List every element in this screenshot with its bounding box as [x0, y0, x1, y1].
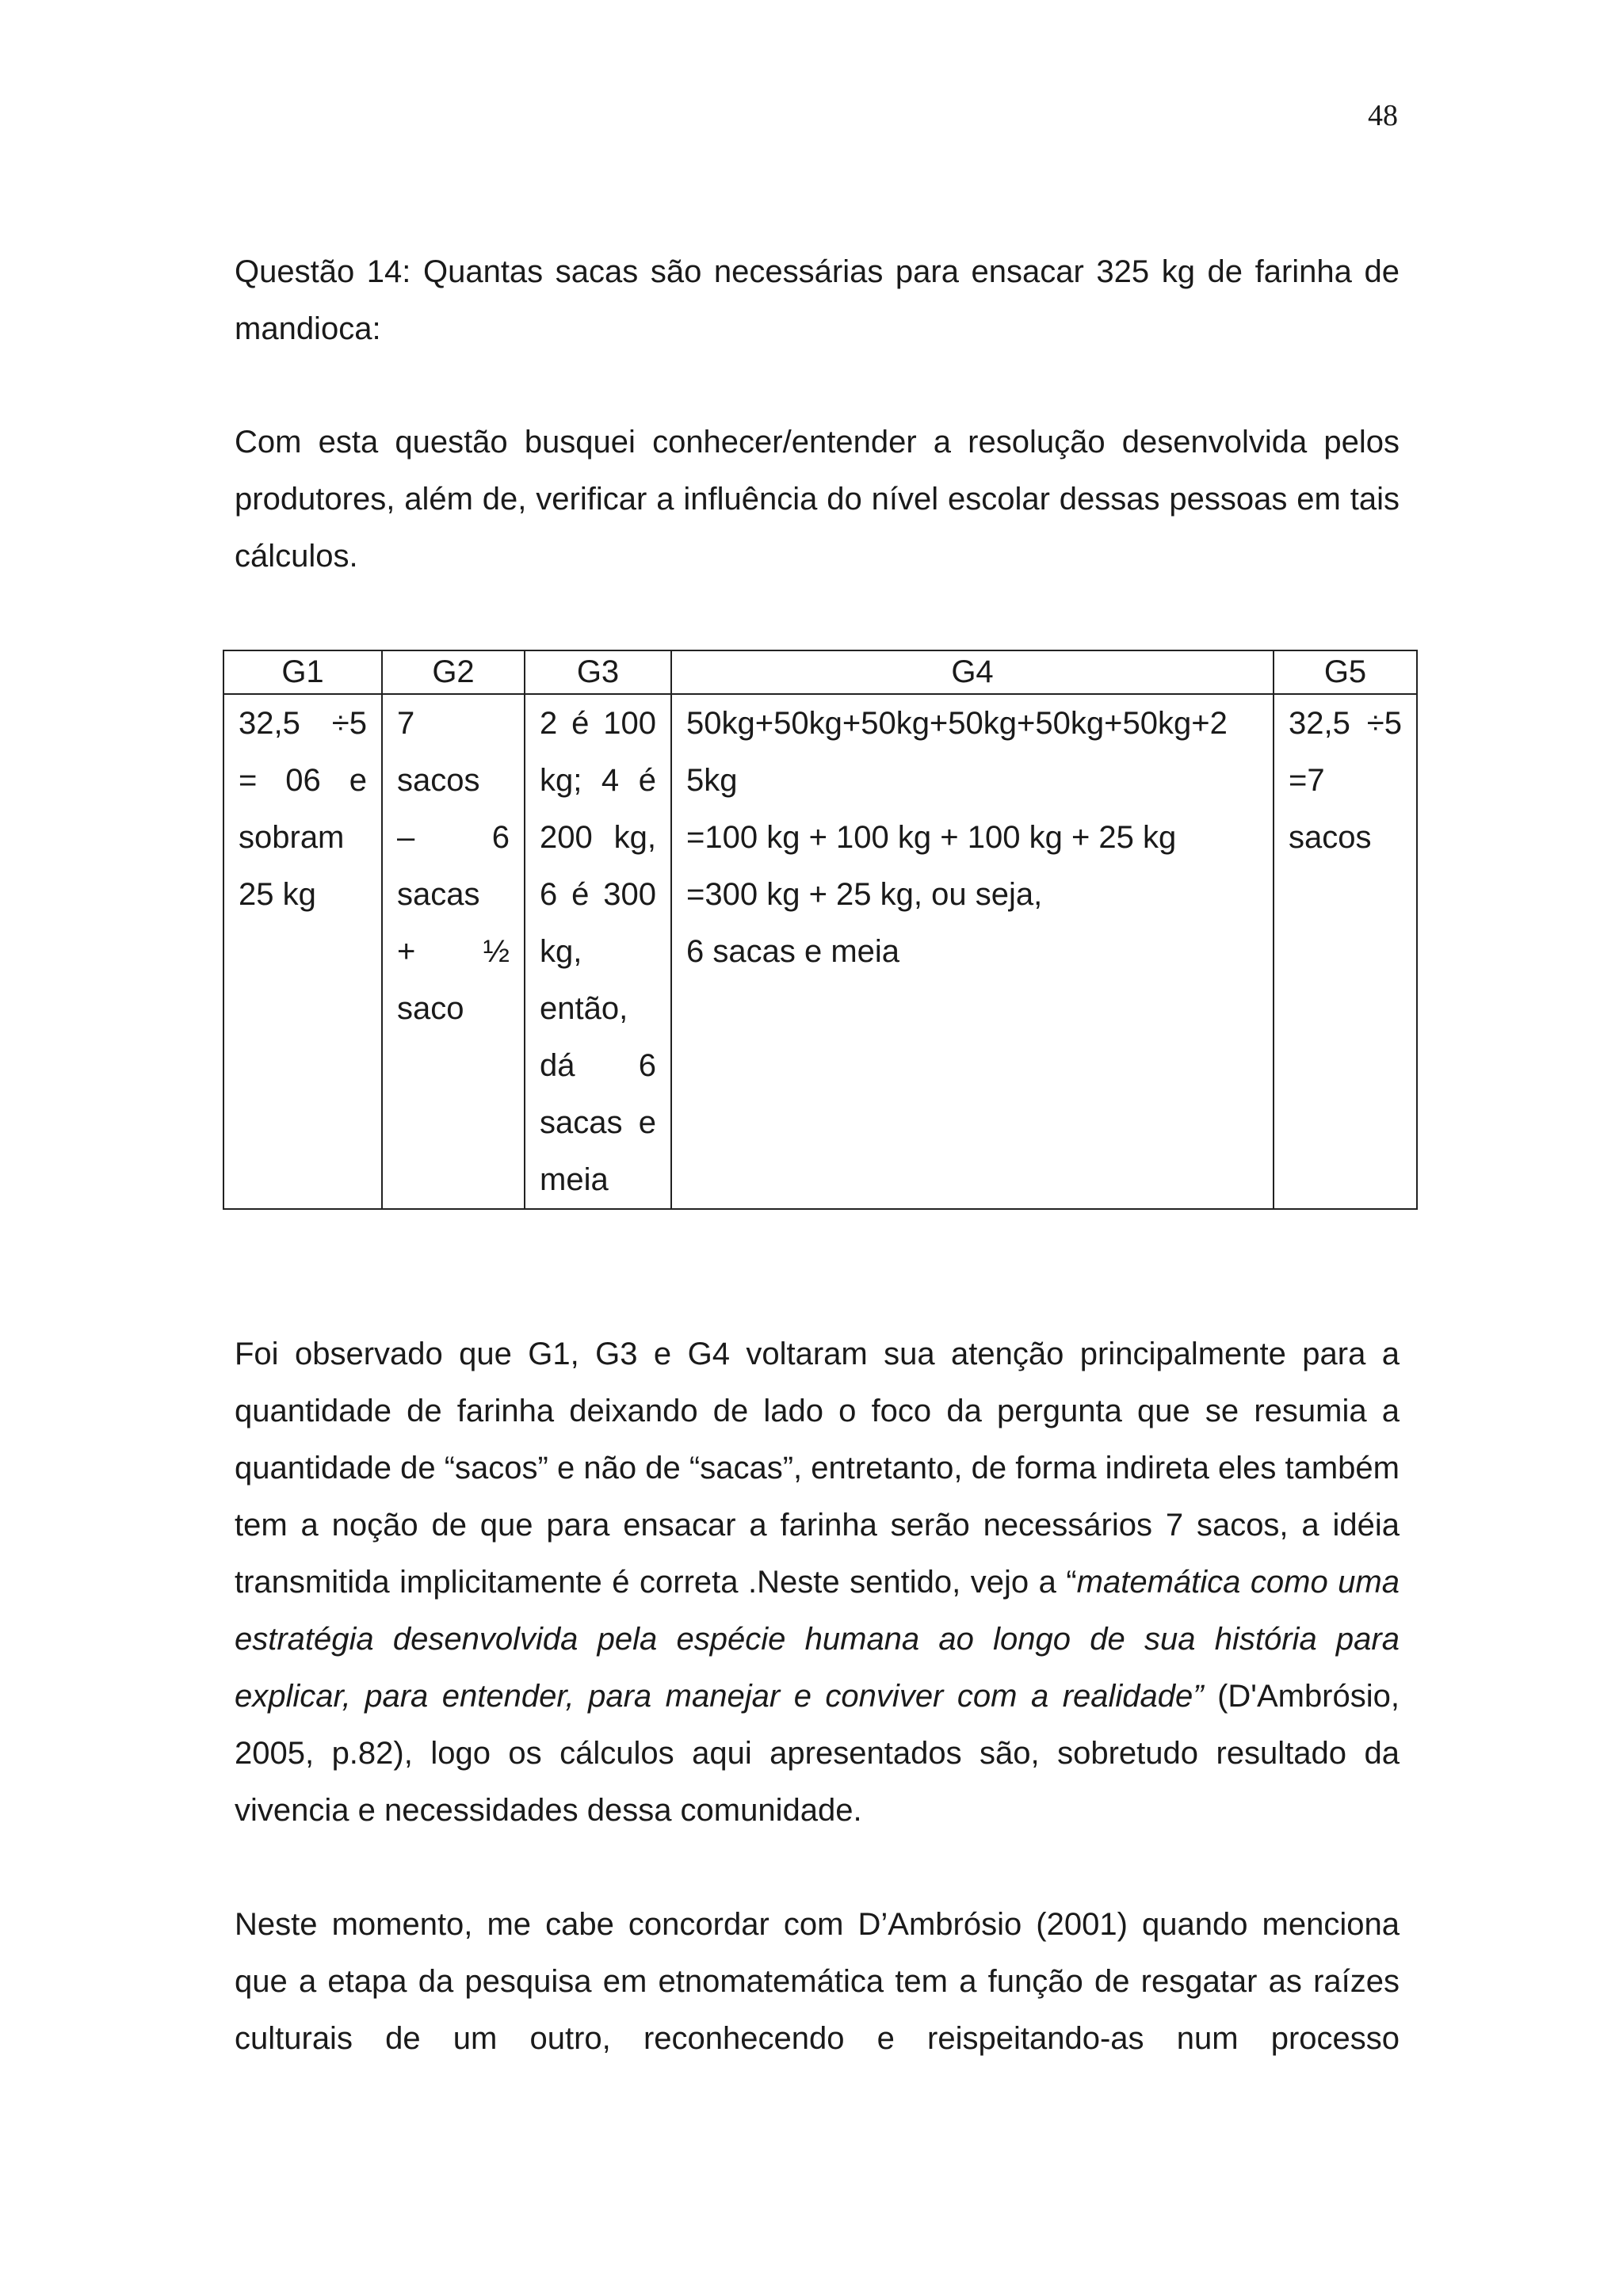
cell-g4 [671, 694, 1274, 1209]
cell-line: sacas [397, 877, 480, 912]
header-g1: G1 [223, 650, 382, 694]
cell-line: sacas e [540, 1105, 656, 1140]
results-table [223, 650, 1418, 1210]
cell-line: 6 sacas e meia [686, 934, 900, 969]
cell-line: 7 [397, 706, 415, 741]
header-g2: G2 [382, 650, 525, 694]
observation-paragraph [235, 1325, 1400, 1839]
header-g4: G4 [671, 650, 1274, 694]
cell-line: 50kg+50kg+50kg+50kg+50kg+50kg+2 [686, 706, 1228, 741]
cell-line: kg; 4 é [540, 763, 656, 798]
cell-line: – 6 [397, 820, 510, 855]
cell-line: 32,5 ÷5 [239, 706, 367, 741]
cell-line: =100 kg + 100 kg + 100 kg + 25 kg [686, 820, 1177, 855]
final-paragraph: Neste momento, me cabe concordar com D’Ambrósio (2001) quando menciona que a etapa da pesquisa em etnomatemática tem a função de resgatar as raízes culturais de um outro, reconhecendo e reispeitando-as num processo [235, 1907, 1400, 2056]
intro-paragraph: Com esta questão busquei conhecer/entender a resolução desenvolvida pelos produtores, além de, verificar a influência do nível escolar dessas pessoas em tais cálculos. [235, 425, 1400, 574]
table-row [223, 694, 1417, 1209]
cell-line: então, [540, 991, 628, 1026]
observation-citation: (D'Ambrósio, 2005, p.82), logo os cálculos aqui apresentados são, sobretudo resultado da vivencia e necessidades dessa comunidade. [235, 1679, 1400, 1828]
table-header-row [223, 650, 1417, 694]
cell-g5 [1274, 694, 1417, 1209]
cell-line: 6 é 300 [540, 877, 656, 912]
results-table-container [223, 650, 1416, 1210]
cell-line: sacos [397, 763, 480, 798]
cell-line: 32,5 ÷5 [1289, 706, 1402, 741]
cell-line: meia [540, 1162, 609, 1197]
question-text: Questão 14: Quantas sacas são necessárias para ensacar 325 kg de farinha de mandioca: [235, 254, 1400, 346]
cell-line: 25 kg [239, 877, 316, 912]
observation-quote: matemática como uma estratégia desenvolvida pela espécie humana ao longo de sua história para explicar, para entender, para manejar e conviver com a realidade” [235, 1565, 1400, 1714]
cell-line: 5kg [686, 763, 738, 798]
cell-line: sobram [239, 820, 345, 855]
cell-line: =7 [1289, 763, 1325, 798]
cell-line: kg, [540, 934, 582, 969]
cell-line: 200 kg, [540, 820, 656, 855]
header-g3: G3 [525, 650, 671, 694]
cell-line: =300 kg + 25 kg, ou seja, [686, 877, 1043, 912]
cell-g3 [525, 694, 671, 1209]
cell-g2 [382, 694, 525, 1209]
header-g5: G5 [1274, 650, 1417, 694]
cell-line: saco [397, 991, 464, 1026]
observation-text: Foi observado que G1, G3 e G4 voltaram sua atenção principalmente para a quantidade de farinha deixando de lado o foco da pergunta que se resumia a quantidade de “sacos” e não de “sacas”, entretanto, de forma indireta eles também tem a noção de que para ensacar a farinha serão necessários 7 sacos, a idéia transmitida implicitamente é correta .Neste sentido, vejo a “ [235, 1337, 1400, 1600]
cell-line: 2 é 100 [540, 706, 656, 741]
cell-line: = 06 e [239, 763, 367, 798]
page-number: 48 [1368, 99, 1398, 132]
cell-line: + ½ [397, 934, 510, 969]
cell-line: sacos [1289, 820, 1372, 855]
cell-line: dá 6 [540, 1048, 656, 1083]
cell-g1 [223, 694, 382, 1209]
